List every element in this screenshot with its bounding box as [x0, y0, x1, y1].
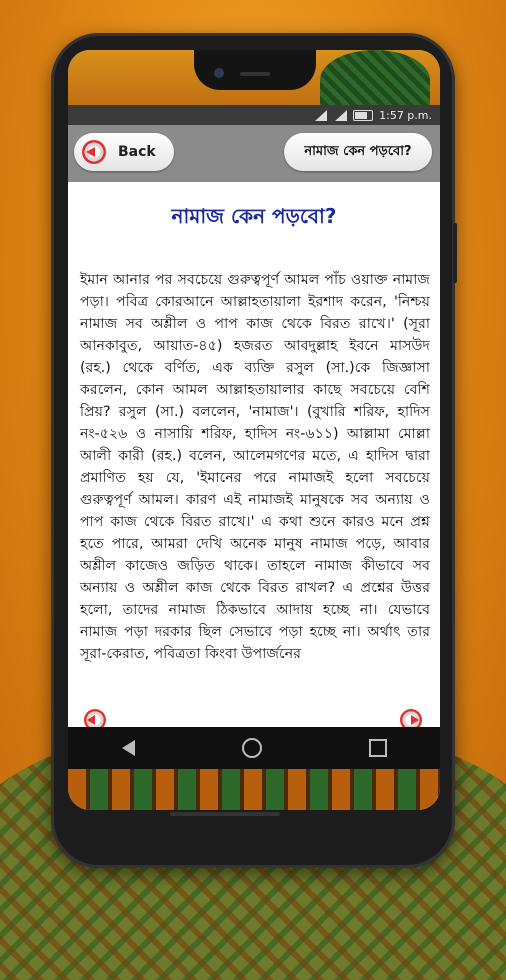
article-heading: নামাজ কেন পড়বো?: [171, 204, 337, 228]
nav-home-icon[interactable]: [242, 738, 262, 758]
previous-icon[interactable]: [84, 709, 106, 727]
back-button-label: Back: [118, 144, 156, 160]
earpiece: [240, 72, 270, 76]
wallpaper-green-dome: [320, 50, 430, 110]
system-navigation-bar: [68, 727, 440, 769]
notch: [194, 50, 316, 90]
front-camera: [214, 68, 224, 78]
article-content[interactable]: [68, 182, 440, 727]
back-button[interactable]: [74, 133, 174, 171]
signal-icon: [333, 110, 347, 121]
phone-chin: [170, 812, 280, 816]
power-button: [453, 223, 457, 283]
back-arrow-icon: [82, 140, 106, 164]
wallpaper-bottom: [68, 769, 440, 810]
app-bar: [68, 125, 440, 183]
next-icon[interactable]: [400, 709, 422, 727]
nav-recent-icon[interactable]: [369, 739, 387, 757]
signal-icon: [313, 110, 327, 121]
status-time: 1:57 p.m.: [379, 108, 432, 122]
article-body: ইমান আনার পর সবচেয়ে গুরুত্বপূর্ণ আমল পাঁচ ওয়াক্ত নামাজ পড়া। পবিত্র কোরআনে আল্লাহতায়ালা ইরশাদ করেন, 'নিশ্চয় নামাজ সব অশ্লীল ও পাপ কাজ থেকে বিরত রাখে।' (সূরা আনকাবুত, আয়াত-৪৫) হজরত আবদুল্লাহ ইবনে মাসউদ (রহ.) থেকে বর্ণিত, এক ব্যক্তি রসুল (সা.)কে জিজ্ঞাসা করলেন, কোন আমল আল্লাহতায়ালার কাছে সবচেয়ে বেশি প্রিয়? রসুল (সা.) বললেন, 'নামাজ'। (বুখারি শরিফ, হাদিস নং-৫২৬ ও নাসায়ি শরিফ, হাদিস নং-৬১১) আল্লামা মোল্লা আলী কারী (রহ.) বলেন, আলেমগণের মতে, এ হাদিস দ্বারা প্রমাণিত হয় যে, 'ইমানের পরে নামাজই হলো সবচেয়ে গুরুত্বপূর্ণ আমল। কারণ এই নামাজই মানুষকে সব অন্যায় ও পাপ কাজ থেকে বিরত রাখে।' এ কথা শুনে কারও মনে প্রশ্ন হতে পারে, আমরা দেখি অনেক মানুষ নামাজ পড়ে, আবার অশ্লীল কাজেও জড়িত থাকে। তাহলে নামাজ কীভাবে সব অন্যায় ও অশ্লীল কাজ থেকে বিরত রাখল? এ প্রশ্নের উত্তর হলো, তাদের নামাজ ঠিকভাবে আদায় হচ্ছে না। যেভাবে নামাজ পড়া দরকার ছিল সেভাবে পড়া হচ্ছে না। অর্থাৎ তার সূরা-কেরাত, পবিত্রতা কিংবা উপার্জনের: [80, 272, 430, 662]
nav-back-icon[interactable]: [122, 740, 135, 756]
status-bar: [68, 105, 440, 125]
phone-screen: [68, 50, 440, 810]
battery-icon: [353, 110, 373, 121]
page-title-pill: নামাজ কেন পড়বো?: [284, 133, 432, 171]
